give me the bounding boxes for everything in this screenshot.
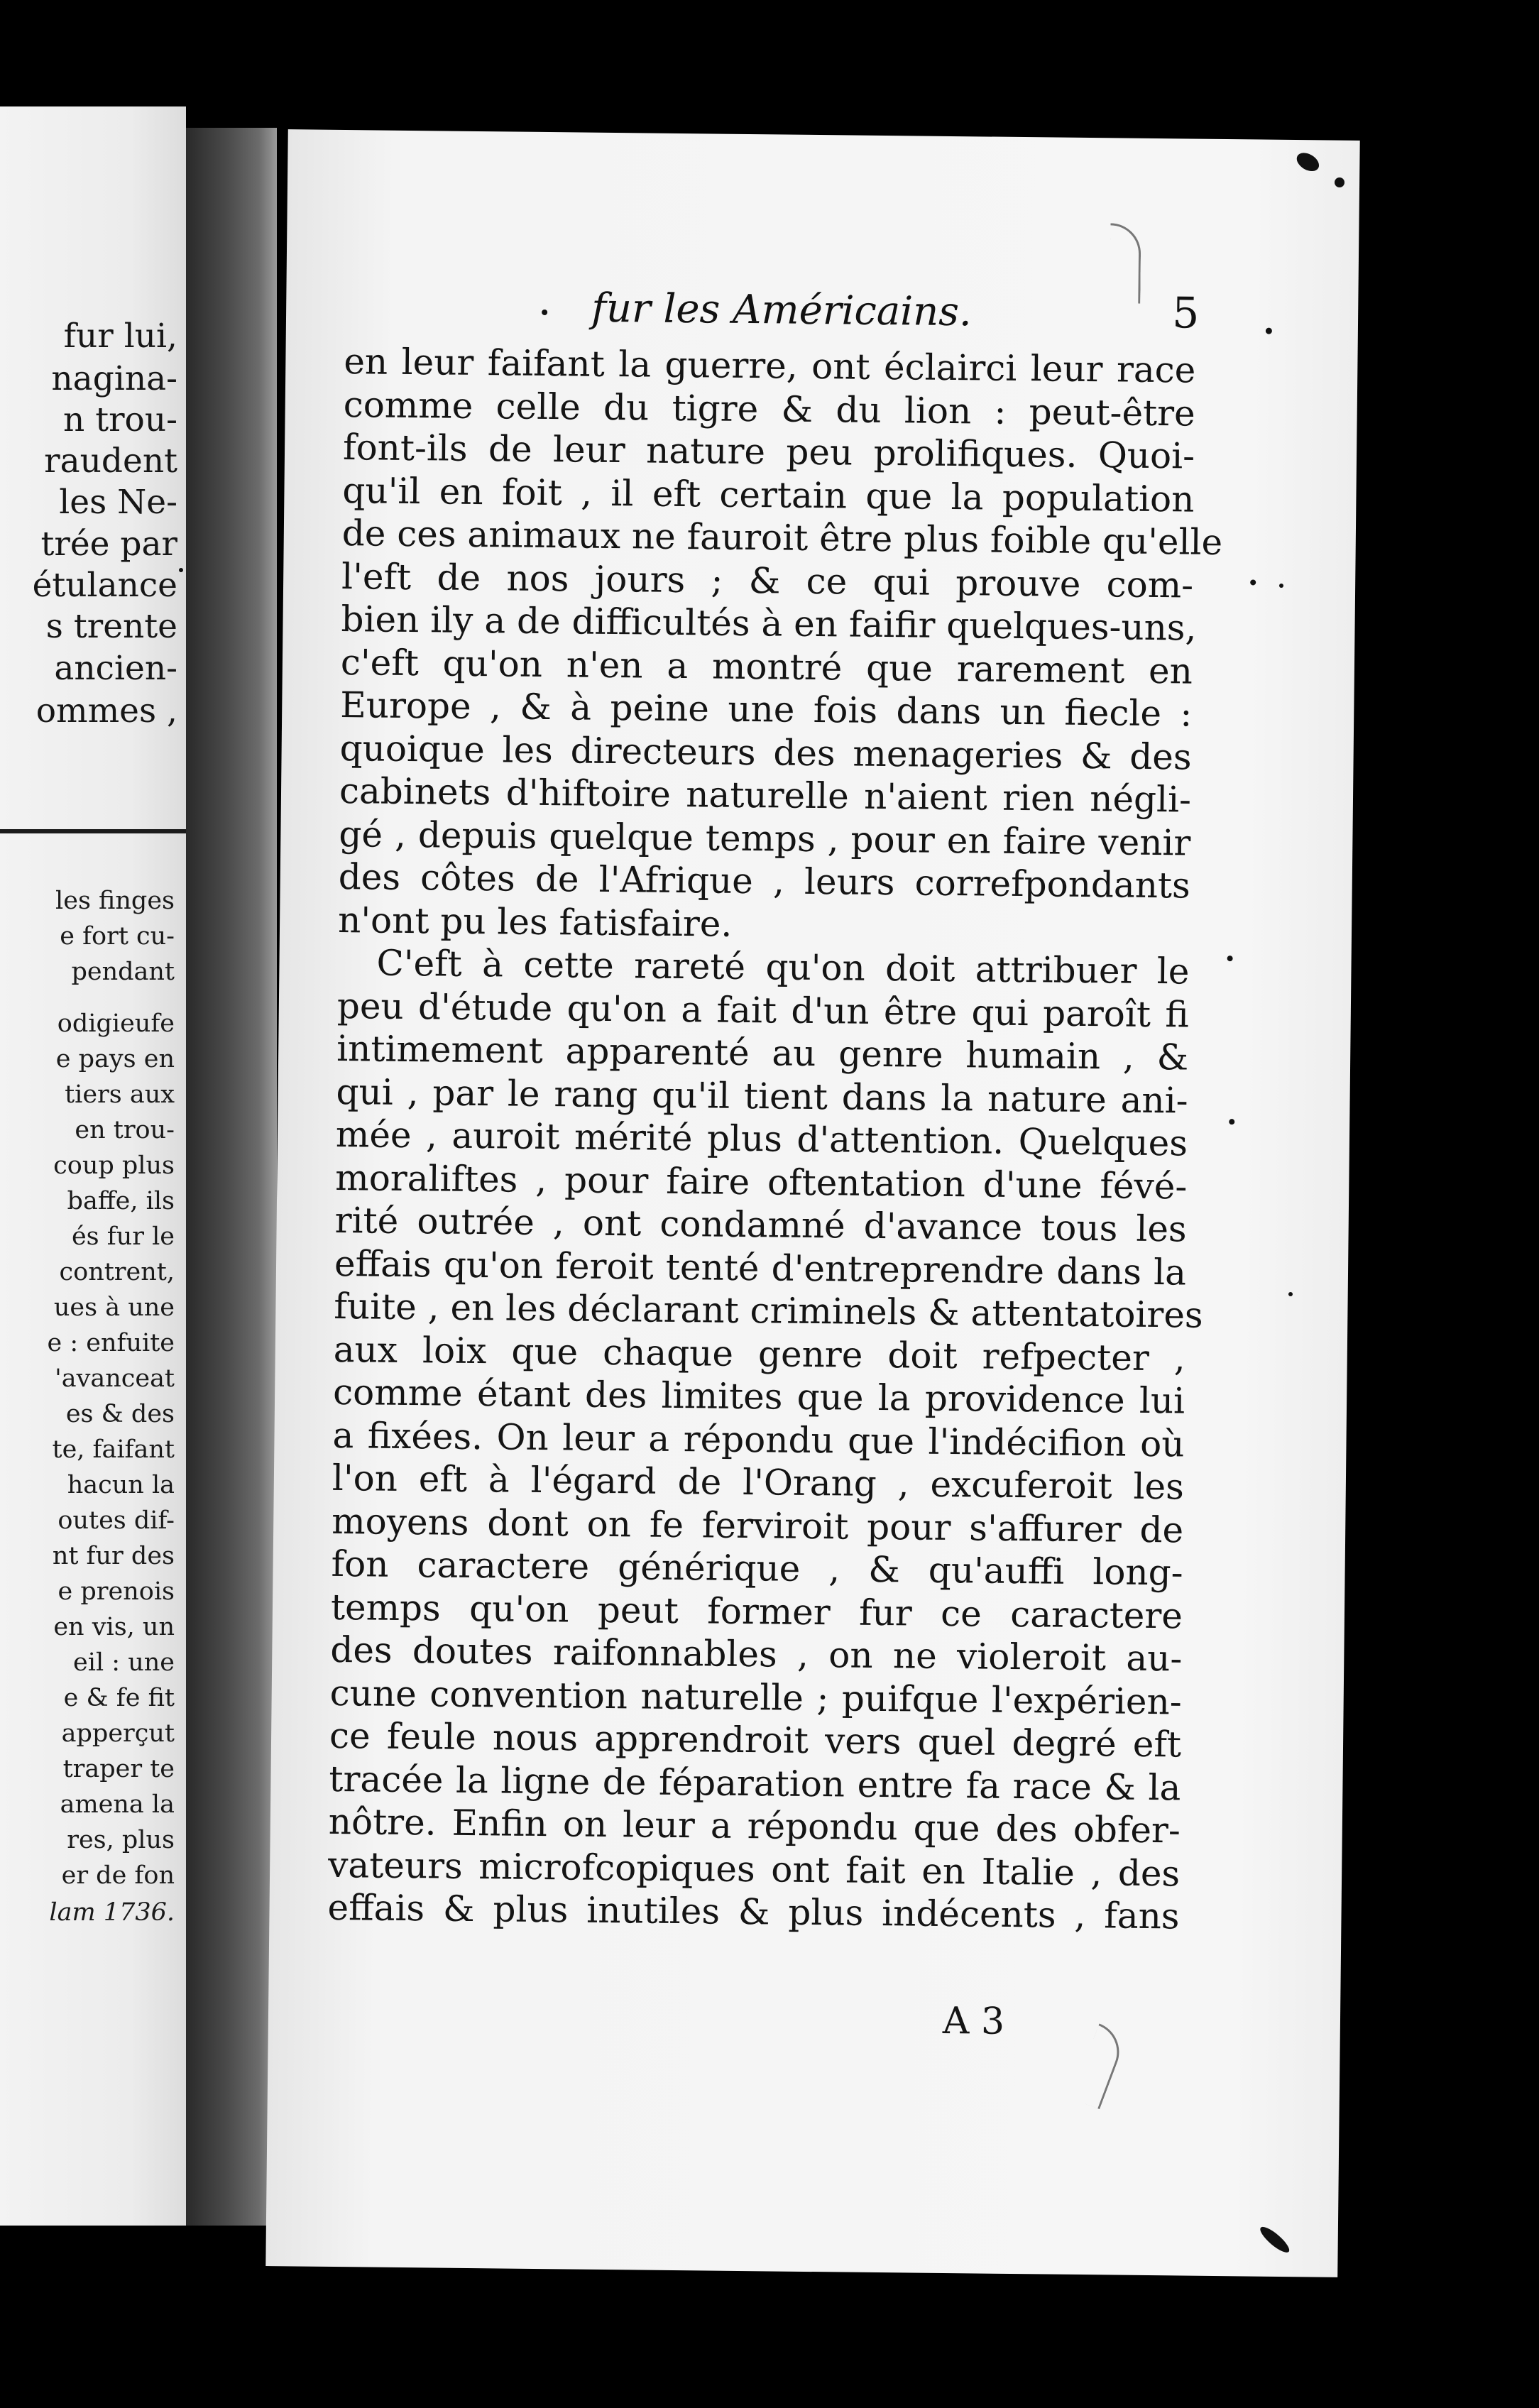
left-page-line: ommes , — [35, 691, 177, 730]
text-line: Europe , & à peine une fois dans un fiecle : — [340, 684, 1193, 735]
footnote-line: és fur le — [71, 1222, 175, 1251]
text-line: intimement apparenté au genre humain , & — [336, 1027, 1189, 1078]
footnote-line: en trou- — [75, 1116, 175, 1144]
footnote-line: lam 1736. — [49, 1898, 175, 1927]
footnote-line: apperçut — [61, 1719, 175, 1748]
footnote-line: e fort cu- — [60, 922, 175, 951]
left-page-line: ancien- — [54, 649, 177, 688]
footnote-line: amena la — [60, 1790, 175, 1819]
text-line: rité outrée , ont condamné d'avance tous les — [334, 1199, 1187, 1250]
footnote-line: pendant — [71, 958, 175, 986]
text-line: l'on eft à l'égard de l'Orang , excuferoit les — [332, 1457, 1185, 1508]
text-line: des doutes raifonnables , on ne violeroit au- — [330, 1629, 1183, 1680]
footnote-line: baffe, ils — [67, 1187, 175, 1215]
left-page-line: n trou- — [62, 400, 177, 439]
text-line: qu'il en foit , il eft certain que la population — [342, 469, 1195, 520]
text-line: tracée la ligne de féparation entre fa race & la — [329, 1758, 1181, 1808]
text-line: fon caractere générique , & qu'auffi long- — [331, 1543, 1183, 1594]
text-line: comme étant des limites que la providence lui — [332, 1371, 1185, 1422]
dust-speck — [1250, 579, 1256, 585]
dust-speck — [1279, 584, 1283, 588]
dust-speck — [542, 310, 547, 315]
book-gutter-shadow — [186, 128, 277, 2226]
left-page-line: fur lui, — [63, 317, 177, 356]
text-line: quoique les directeurs des menageries & des — [339, 727, 1192, 778]
scratch-mark — [1071, 2023, 1128, 2109]
text-line: peu d'étude qu'on a fait d'un être qui paroît fi — [336, 985, 1190, 1036]
footnote-line: er de fon — [61, 1861, 175, 1890]
text-line: comme celle du tigre & du lion : peut-être — [343, 383, 1195, 434]
text-line: effais & plus inutiles & plus indécents , fans — [327, 1886, 1180, 1937]
text-line: nôtre. Enfin on leur a répondu que des obfer- — [328, 1800, 1181, 1851]
footnote-line: es & des — [65, 1400, 175, 1428]
left-page-line: s trente — [45, 607, 177, 646]
footnote-line: coup plus — [53, 1151, 175, 1180]
footnote-line: outes dif- — [57, 1506, 175, 1535]
text-line: cabinets d'hiftoire naturelle n'aient rien négli- — [339, 770, 1192, 821]
footnote-line: res, plus — [67, 1826, 175, 1854]
footnote-line: eil : une — [73, 1648, 175, 1677]
footnote-line: nt fur des — [52, 1542, 175, 1570]
text-line: n'ont pu les fatisfaire. — [337, 899, 733, 945]
dust-speck — [1266, 328, 1272, 334]
text-line: bien ily a de difficultés à en faifir quelques-uns, — [341, 598, 1197, 649]
left-page-line: trée par — [40, 525, 177, 564]
text-line: C'eft à cette rareté qu'on doit attribuer le — [376, 942, 1190, 992]
footnote-line: hacun la — [67, 1471, 175, 1499]
dust-speck — [1293, 149, 1322, 175]
text-line: en leur faifant la guerre, ont éclairci leur race — [344, 341, 1196, 391]
text-line: fuite , en les déclarant criminels & attentatoires — [334, 1285, 1203, 1336]
left-page-line: étulance — [32, 566, 177, 605]
footnote-line: odigieufe — [57, 1009, 175, 1038]
dust-speck — [1229, 1119, 1234, 1124]
text-line: de ces animaux ne fauroit être plus foible qu'elle — [341, 513, 1223, 563]
text-line: l'eft de nos jours ; & ce qui prouve com- — [341, 555, 1194, 606]
footnote-rule — [0, 829, 186, 833]
signature-mark: A 3 — [942, 1999, 1005, 2043]
footnote-line: traper te — [62, 1755, 175, 1783]
dust-speck — [1288, 1292, 1293, 1296]
footnote-line: e prenois — [57, 1577, 175, 1606]
footnote-line: tiers aux — [65, 1080, 175, 1109]
text-line: ce feule nous apprendroit vers quel degré eft — [329, 1714, 1182, 1766]
text-line: temps qu'on peut former fur ce caractere — [330, 1586, 1183, 1636]
text-line: moyens dont on fe ferviroit pour s'affurer de — [331, 1500, 1184, 1550]
footnote-line: ues à une — [53, 1293, 175, 1322]
footnote-line: te, faifant — [52, 1435, 175, 1464]
footnote-line: e pays en — [55, 1045, 175, 1073]
left-page-line: les Ne- — [59, 483, 177, 522]
text-line: vateurs microfcopiques ont fait en Italie , des — [327, 1844, 1181, 1894]
footnote-line: contrent, — [59, 1258, 175, 1286]
dust-speck — [179, 568, 183, 572]
dust-speck — [1335, 177, 1344, 187]
text-line: effais qu'on feroit tenté d'entreprendre dans la — [334, 1242, 1187, 1293]
running-head — [286, 282, 1359, 350]
body-text — [327, 340, 1223, 1938]
running-title: fur les Américains. — [591, 285, 973, 336]
dust-speck — [1227, 956, 1233, 961]
text-line: font-ils de leur nature peu prolifiques. Quoi- — [342, 427, 1195, 477]
left-page-line: nagina- — [51, 359, 177, 398]
footnote-line: les finges — [55, 887, 175, 915]
text-line: gé , depuis quelque temps , pour en faire venir — [339, 813, 1191, 864]
main-page — [265, 129, 1359, 2277]
text-line: aux loix que chaque genre doit refpecter , — [333, 1328, 1186, 1379]
dust-speck — [1257, 2223, 1293, 2256]
text-line: qui , par le rang qu'il tient dans la nature ani- — [336, 1071, 1188, 1122]
text-line: mée , auroit mérité plus d'attention. Quelques — [335, 1113, 1188, 1164]
footnote-line: en vis, un — [53, 1613, 175, 1641]
text-line: c'eft qu'on n'en a montré que rarement en — [340, 641, 1193, 692]
page-number: 5 — [1171, 288, 1200, 339]
text-line: cune convention naturelle ; puifque l'expérien- — [329, 1672, 1182, 1722]
previous-page-fragment — [0, 106, 186, 2226]
footnote-line: e & fe fit — [63, 1684, 175, 1712]
text-line: a fixées. On leur a répondu que l'indécifion où — [332, 1414, 1185, 1465]
footnote-line: e : enfuite — [47, 1329, 175, 1357]
left-page-line: raudent — [44, 442, 177, 481]
text-line: moraliftes , pour faire oftentation d'une févé- — [335, 1156, 1188, 1208]
footnote-line: 'avanceat — [55, 1364, 175, 1393]
text-line: des côtes de l'Afrique , leurs correfpondants — [338, 855, 1191, 907]
scratch-mark — [1110, 223, 1141, 303]
